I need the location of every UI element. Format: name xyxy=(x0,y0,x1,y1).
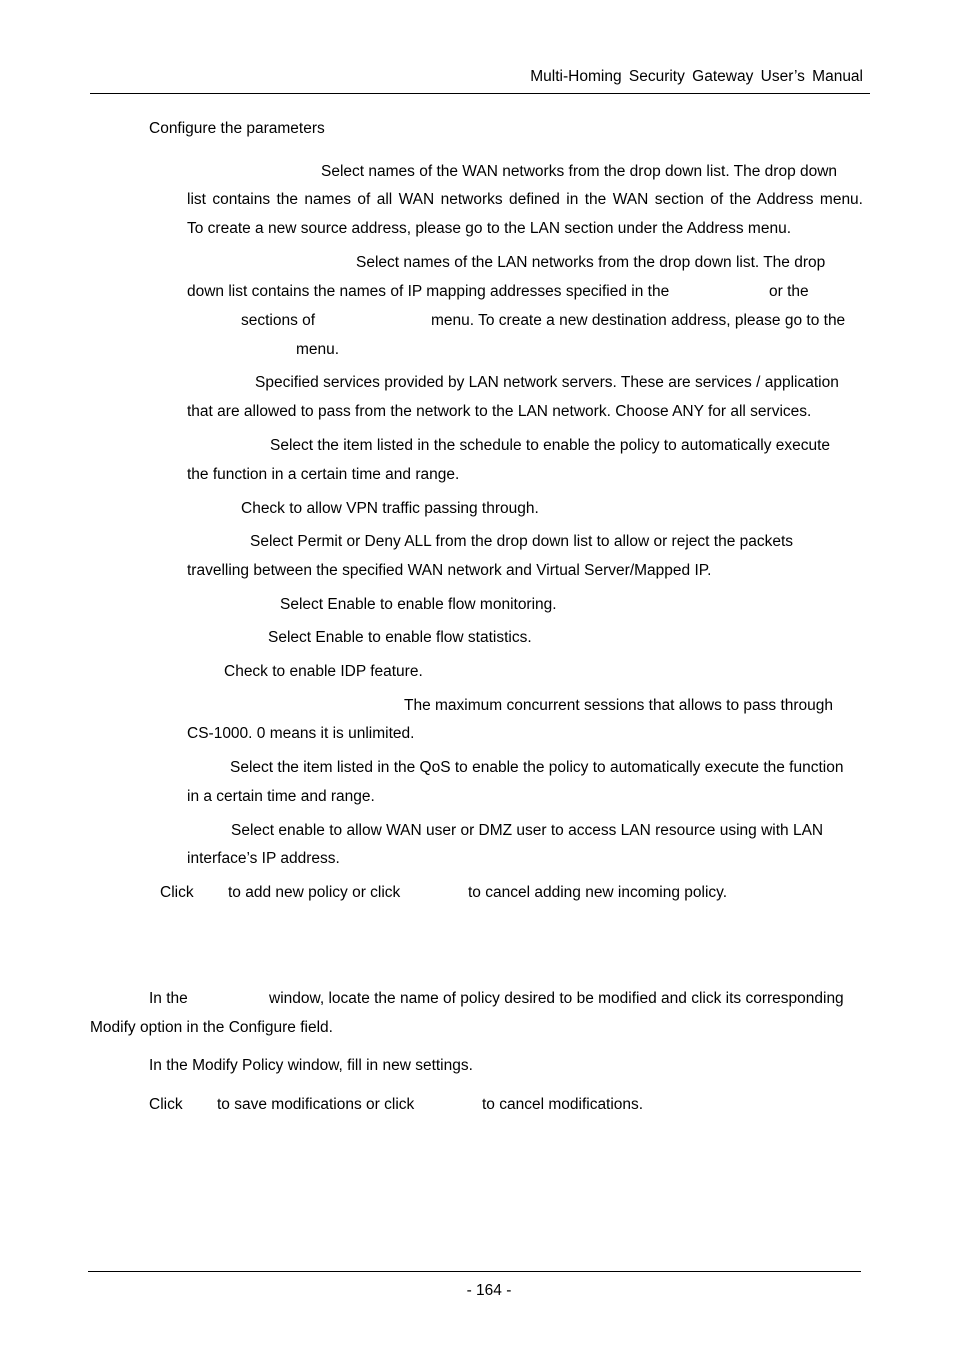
traffic-statistics-text: Select Enable to enable flow statistics. xyxy=(268,629,532,646)
page-header-title: Multi-Homing Security Gateway User’s Manual xyxy=(530,68,863,85)
click-add-text-c: to cancel adding new incoming policy. xyxy=(468,884,728,901)
action-text-line-2: travelling between the specified WAN network and Virtual Server/Mapped IP. xyxy=(187,562,712,579)
idp-text: Check to enable IDP feature. xyxy=(224,663,423,680)
nat-text-line-1: Select enable to allow WAN user or DMZ user to access LAN resource using with LAN xyxy=(231,822,824,839)
source-text-line-1: Select names of the WAN networks from the drop down list. The drop down xyxy=(321,163,838,180)
modify-step-3-b: to save modifications or click xyxy=(217,1096,415,1113)
traffic-monitor-text: Select Enable to enable flow monitoring. xyxy=(280,596,557,613)
destination-text-line-2b: or the xyxy=(769,283,809,300)
sessions-text-line-2: CS-1000. 0 means it is unlimited. xyxy=(187,725,415,742)
qos-text-line-1: Select the item listed in the QoS to enable the policy to automatically execute the function xyxy=(230,759,844,776)
destination-text-line-2: down list contains the names of IP mapping addresses specified in the xyxy=(187,283,670,300)
destination-text-line-3a: sections of xyxy=(241,312,316,329)
footer-rule xyxy=(88,1271,861,1272)
modify-step-2: In the Modify Policy window, fill in new settings. xyxy=(149,1057,473,1074)
schedule-text-line-2: the function in a certain time and range. xyxy=(187,466,460,483)
destination-text-line-1: Select names of the LAN networks from the drop down list. The drop xyxy=(356,254,826,271)
action-text-line-1: Select Permit or Deny ALL from the drop down list to allow or reject the packets xyxy=(250,533,794,550)
modify-step-1-a: In the xyxy=(149,990,188,1007)
header-rule xyxy=(90,93,870,94)
destination-text-line-3b: menu. To create a new destination address, please go to the xyxy=(431,312,846,329)
source-text-line-3: To create a new source address, please go to the LAN section under the Address menu. xyxy=(187,220,792,237)
destination-text-line-4: menu. xyxy=(296,341,340,358)
service-text-line-1: Specified services provided by LAN network servers. These are services / application xyxy=(255,374,839,391)
modify-step-3-c: to cancel modifications. xyxy=(482,1096,644,1113)
modify-step-1-b: window, locate the name of policy desired to be modified and click its corresponding xyxy=(269,990,844,1007)
qos-text-line-2: in a certain time and range. xyxy=(187,788,375,805)
vpn-text: Check to allow VPN traffic passing through. xyxy=(241,500,539,517)
service-text-line-2: that are allowed to pass from the network to the LAN network. Choose ANY for all services. xyxy=(187,403,812,420)
click-add-text-b: to add new policy or click xyxy=(228,884,401,901)
modify-step-1-line-2: Modify option in the Configure field. xyxy=(90,1019,333,1036)
sessions-text-line-1: The maximum concurrent sessions that allows to pass through xyxy=(404,697,834,714)
click-add-text-a: Click xyxy=(160,884,194,901)
modify-step-3-a: Click xyxy=(149,1096,183,1113)
page-number: - 164 - xyxy=(466,1282,512,1299)
configure-title: Configure the parameters xyxy=(149,120,325,137)
source-text-line-2: list contains the names of all WAN networks defined in the WAN section of the Address menu. xyxy=(187,191,863,208)
nat-text-line-2: interface’s IP address. xyxy=(187,850,340,867)
schedule-text-line-1: Select the item listed in the schedule to enable the policy to automatically execute xyxy=(270,437,831,454)
